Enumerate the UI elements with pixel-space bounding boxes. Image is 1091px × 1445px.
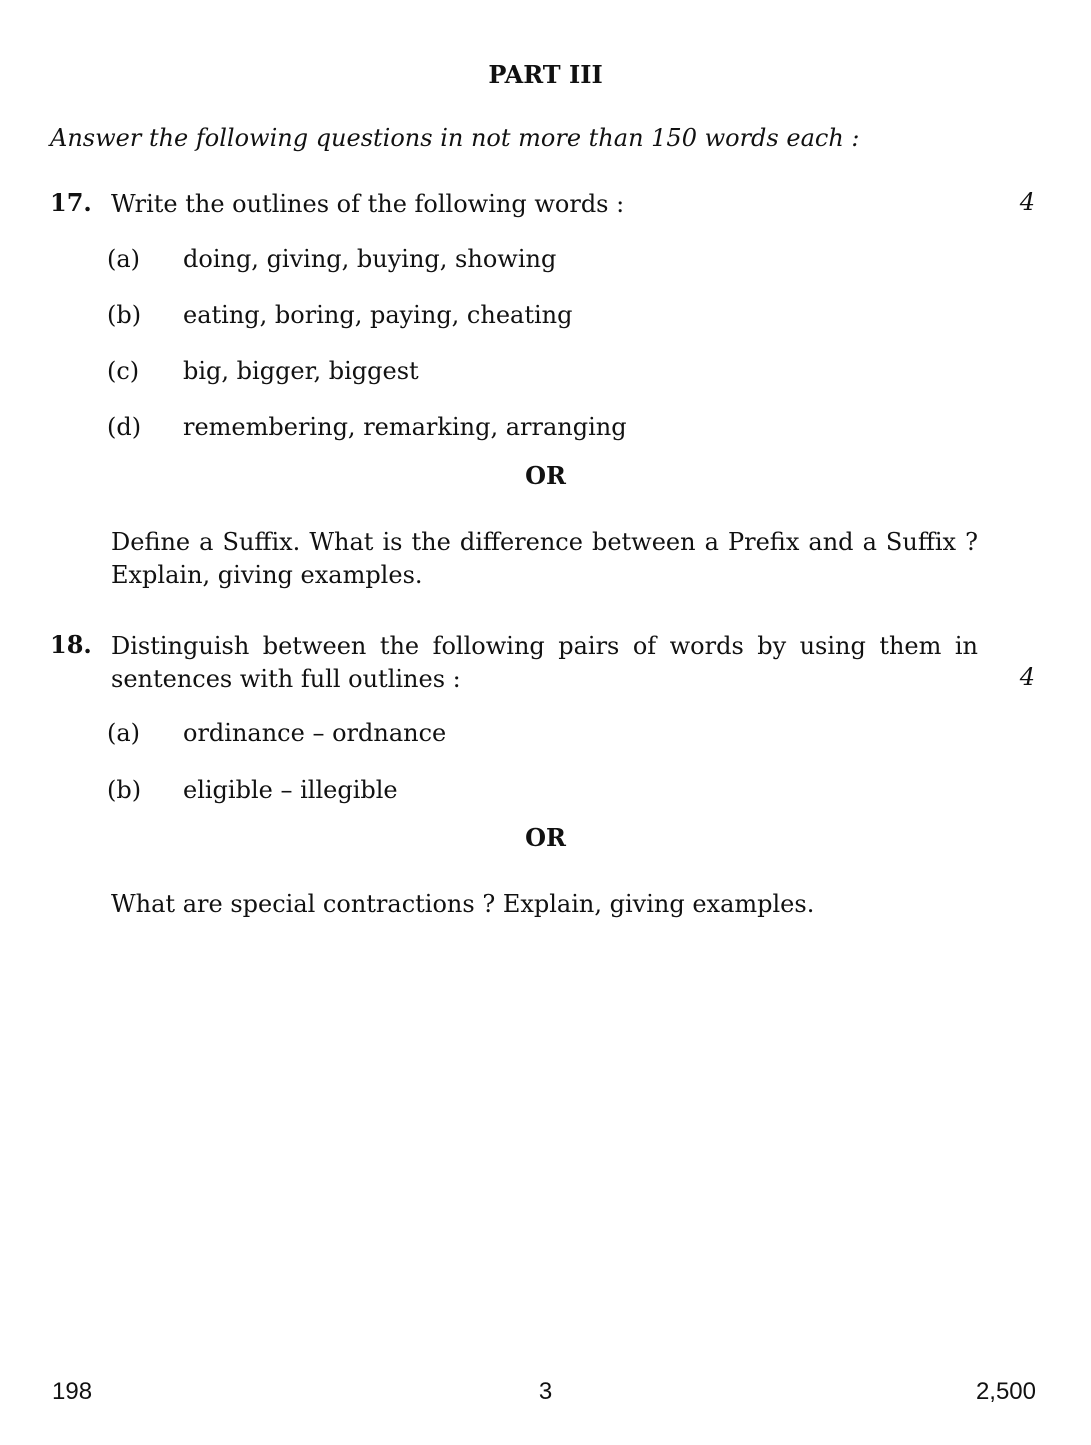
option-text: ordinance – ordnance xyxy=(183,719,447,747)
or-separator: OR xyxy=(525,461,566,490)
option-label: (b) xyxy=(107,776,142,804)
option-label: (b) xyxy=(107,301,142,329)
question-number: 18. xyxy=(50,630,92,659)
option-label: (a) xyxy=(107,245,141,273)
option-label: (c) xyxy=(107,357,140,385)
question-text-line: sentences with full outlines : xyxy=(111,665,461,693)
question-marks: 4 xyxy=(1019,188,1035,216)
part-title: PART III xyxy=(488,60,603,89)
option-text: big, bigger, biggest xyxy=(183,357,419,385)
instructions: Answer the following questions in not more than 150 words each : xyxy=(50,124,860,152)
paper-code: 198 xyxy=(52,1378,93,1405)
option-text: eligible – illegible xyxy=(183,776,398,804)
option-text: eating, boring, paying, cheating xyxy=(183,301,573,329)
question-text-line: Distinguish between the following pairs of words by using them in xyxy=(111,632,978,660)
question-number: 17. xyxy=(50,188,92,217)
alternative-line: Explain, giving examples. xyxy=(111,561,423,589)
question-text: Write the outlines of the following words : xyxy=(111,190,625,218)
print-count: 2,500 xyxy=(975,1378,1036,1405)
alternative-question: What are special contractions ? Explain, giving examples. xyxy=(111,890,815,918)
question-text xyxy=(111,630,978,696)
option-label: (d) xyxy=(107,413,142,441)
alternative-question xyxy=(111,526,978,592)
option-text: doing, giving, buying, showing xyxy=(183,245,557,273)
option-text: remembering, remarking, arranging xyxy=(183,413,627,441)
or-separator: OR xyxy=(525,823,566,852)
alternative-line: Define a Suffix. What is the difference between a Prefix and a Suffix ? xyxy=(111,528,978,556)
option-label: (a) xyxy=(107,719,141,747)
question-marks: 4 xyxy=(1019,663,1035,691)
page-number: 3 xyxy=(538,1378,553,1405)
